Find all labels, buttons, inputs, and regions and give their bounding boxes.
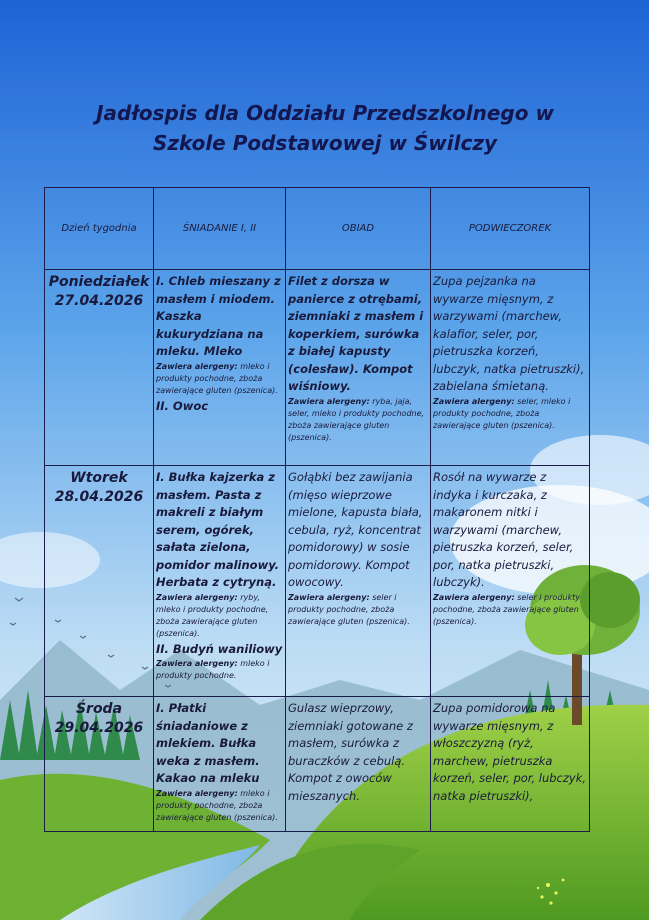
- allergens: [156, 788, 283, 824]
- allergens: [433, 592, 587, 628]
- lunch-dish: Gulasz wieprzowy, ziemniaki gotowane z masłem, surówka z buraczków z cebulą. Kompot z owoców mieszanych.: [288, 701, 413, 803]
- allergen-label: Zawiera alergeny:: [156, 361, 238, 371]
- allergen-list: seler i produkty pochodne, zboża zawierające gluten (pszenica).: [288, 592, 410, 626]
- snack-dish: Zupa pejzanka na wywarze mięsnym, z warzywami (marchew, kalafior, seler, por, pietruszka korzeń, lubczyk, natka pietruszki), zabielana śmietaną.: [433, 274, 585, 393]
- allergen-label: Zawiera alergeny:: [156, 592, 238, 602]
- lunch-cell: [286, 466, 431, 697]
- day-cell: [45, 697, 154, 832]
- allergen-list: ryby, mleko i produkty pochodne, zboża zawierające gluten (pszenica).: [156, 592, 269, 638]
- allergens: [156, 658, 283, 682]
- header-breakfast: ŚNIADANIE I, II: [154, 188, 286, 270]
- allergen-label: Zawiera alergeny:: [433, 592, 515, 602]
- allergen-list: mleko i produkty pochodne, zboża zawierające gluten (pszenica).: [156, 361, 278, 395]
- allergens: [288, 396, 428, 444]
- day-date: 29.04.2026: [54, 720, 144, 736]
- breakfast-2: II. Budyń waniliowy: [156, 641, 283, 656]
- breakfast-1: I. Płatki śniadaniowe z mlekiem. Bułka weka z masłem. Kakao na mleku: [156, 701, 260, 785]
- snack-dish: Rosół na wywarze z indyka i kurczaka, z makaronem nitki i warzywami (marchew, pietruszka korzeń, seler, por, natka pietruszki, lubczyk).: [433, 470, 574, 589]
- lunch-cell: [286, 270, 431, 466]
- header-row: [45, 188, 590, 270]
- allergen-label: Zawiera alergeny:: [288, 592, 370, 602]
- allergen-list: seler i produkty pochodne, zboża zawierające gluten (pszenica).: [433, 592, 580, 626]
- day-cell: [45, 466, 154, 697]
- lunch-cell: [286, 697, 431, 832]
- table-row: [45, 270, 590, 466]
- lunch-dish: Filet z dorsza w panierce z otrębami, ziemniaki z masłem i koperkiem, surówka z białej kapusty (colesław). Kompot wiśniowy.: [288, 274, 424, 393]
- breakfast-cell: [154, 466, 286, 697]
- snack-cell: [431, 270, 590, 466]
- allergen-label: Zawiera alergeny:: [156, 659, 238, 668]
- table-row: [45, 466, 590, 697]
- allergen-list: ryba, jaja, seler, mleko i produkty pochodne, zboża zawierające gluten (pszenica).: [288, 396, 425, 442]
- day-date: 28.04.2026: [54, 489, 144, 505]
- breakfast-1: I. Chleb mieszany z masłem i miodem. Kaszka kukurydziana na mleku. Mleko: [156, 274, 281, 358]
- header-day: Dzień tygodnia: [45, 188, 154, 270]
- day-cell: [45, 270, 154, 466]
- allergen-label: Zawiera alergeny:: [433, 396, 515, 406]
- day-date: 27.04.2026: [54, 293, 144, 309]
- allergen-list: mleko i produkty pochodne, zboża zawierające gluten (pszenica).: [156, 788, 278, 822]
- breakfast-1: I. Bułka kajzerka z masłem. Pasta z makreli z białym serem, ogórek, sałata zielona, pomidor malinowy. Herbata z cytryną.: [156, 470, 280, 589]
- allergen-list: mleko i produkty pochodne.: [156, 659, 270, 680]
- table-row: [45, 697, 590, 832]
- day-name: Środa: [75, 701, 123, 717]
- allergen-label: Zawiera alergeny:: [288, 396, 370, 406]
- header-snack: PODWIECZOREK: [431, 188, 590, 270]
- day-name: Wtorek: [70, 470, 128, 486]
- snack-cell: [431, 697, 590, 832]
- snack-dish: Zupa pomidorowa na wywarze mięsnym, z włoszczyzną (ryż, marchew, pietruszka korzeń, seler, por, lubczyk, natka pietruszki),: [433, 701, 587, 803]
- allergen-list: seler, mleko i produkty pochodne, zboża zawierające gluten (pszenica).: [433, 396, 571, 430]
- allergens: [156, 361, 283, 397]
- header-lunch: OBIAD: [286, 188, 431, 270]
- allergens: [288, 592, 428, 628]
- lunch-dish: Gołąbki bez zawijania (mięso wieprzowe mielone, kapusta biała, cebula, ryż, koncentrat pomidorowy) w sosie pomidorowy. Kompot owocowy.: [288, 470, 423, 589]
- allergens: [433, 396, 587, 432]
- page-title: Jadłospis dla Oddziału Przedszkolnego w Szkole Podstawowej w Świlczy: [96, 101, 554, 155]
- breakfast-2: II. Owoc: [156, 398, 209, 413]
- menu-table: [44, 187, 590, 832]
- day-name: Poniedziałek: [48, 274, 150, 290]
- snack-cell: [431, 466, 590, 697]
- breakfast-cell: [154, 697, 286, 832]
- breakfast-cell: [154, 270, 286, 466]
- allergens: [156, 592, 283, 640]
- allergen-label: Zawiera alergeny:: [156, 788, 238, 798]
